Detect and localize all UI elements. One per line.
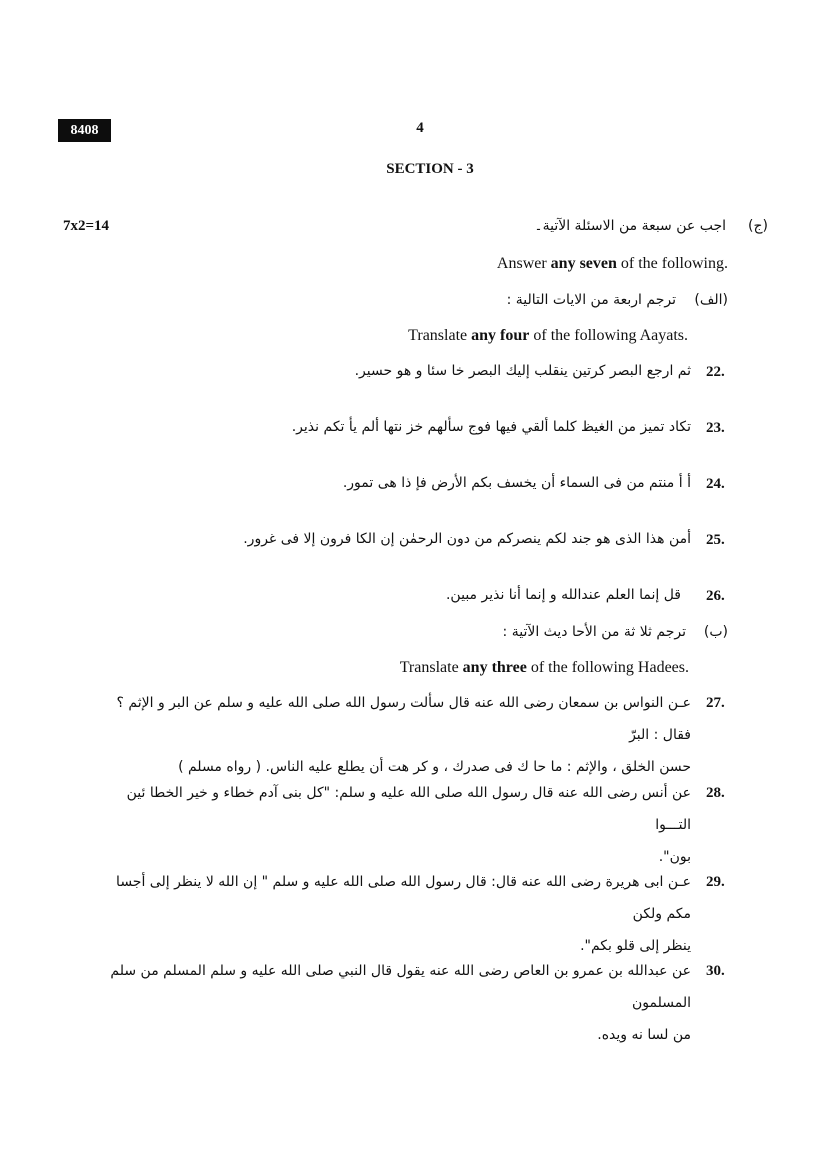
part-a-instruction-ar: ترجم اربعة من الايات التالية : [506,292,676,308]
hadith-text [90,866,691,962]
part-a-instruction-en [408,327,688,345]
ayah-text: أمن هذا الذى هو جند لكم ينصركم من دون الرحمٰن إن الكا فرون إلا فى غرور. [243,531,691,547]
instruction-bold: any seven [550,255,617,272]
part-c-label: (ج) [748,218,768,234]
hadith-line: عن عبدالله بن عمرو بن العاص رضى الله عنه يقول قال النبي صلى الله عليه و سلم المسلم من سلم المسلمون [110,963,691,1011]
instruction-post: of the following Hadees. [526,659,689,676]
part-c-instruction-ar: اجب عن سبعة من الاسئلة الآتية۔ [534,218,726,234]
instruction-pre: Answer [496,255,551,272]
ayah-text: ثم ارجع البصر كرتين ينقلب إليك البصر خا سئا و هو حسير. [354,363,691,379]
hadith-text [90,955,691,1051]
hadith-text [90,777,691,873]
hadith-line: عـن ابى هريرة رضى الله عنه قال: قال رسول الله صلى الله عليه و سلم " إن الله لا ينظر إلى أجسا مكم ولكن [116,874,691,922]
hadith-text [90,687,691,783]
hadith-line: ينظر إلى قلو بكم". [580,938,691,954]
question-number: 25. [706,532,725,548]
instruction-post: of the following. [616,255,728,272]
hadith-line: بون". [658,849,691,865]
instruction-post: of the following Aayats. [529,327,688,344]
hadith-line: من لسا نه ويده. [597,1027,691,1043]
instruction-pre: Translate [399,659,463,676]
ayah-text: قل إنما العلم عندالله و إنما أنا نذير مبين. [445,587,681,603]
ayah-text: أ أ منتم من فى السماء أن يخسف بكم الأرض فإ ذا هى تمور. [342,475,691,491]
marks-label: 7x2=14 [63,218,110,234]
part-b-label: (ب) [703,624,728,640]
question-number: 30. [706,963,725,979]
section-title: SECTION - 3 [386,161,474,177]
question-number: 28. [706,785,725,801]
instruction-pre: Translate [408,327,472,344]
question-number: 27. [706,695,725,711]
question-number: 23. [706,420,725,436]
question-number: 29. [706,874,725,890]
instruction-bold: any four [471,327,530,344]
instruction-bold: any three [462,659,527,676]
part-a-label: (الف) [694,292,728,308]
ayah-text: تكاد تميز من الغيظ كلما ألقي فيها فوج سألهم خز نتها ألم يأ تكم نذير. [291,419,691,435]
hadith-line: عـن النواس بن سمعان رضى الله عنه قال سألت رسول الله صلى الله عليه و سلم عن البر و الإثم ؟ فقال : البرّ [116,695,691,743]
paper-code-badge: 8408 [58,119,111,142]
question-number: 24. [706,476,725,492]
question-number: 22. [706,364,725,380]
page-number: 4 [416,120,424,136]
part-b-instruction-en [400,659,689,677]
hadith-line: حسن الخلق ، والإثم : ما حا ك فى صدرك ، و كر هت أن يطلع عليه الناس. ( رواه مسلم ) [178,759,691,775]
part-b-instruction-ar: ترجم ثلا ثة من الأحا ديث الآتية : [502,624,686,640]
part-c-instruction-en [497,255,728,273]
question-number: 26. [706,588,725,604]
hadith-line: عن أنس رضى الله عنه قال رسول الله صلى الله عليه و سلم: "كل بنى آدم خطاء و خير الخطا ئين التـــوا [126,785,691,833]
